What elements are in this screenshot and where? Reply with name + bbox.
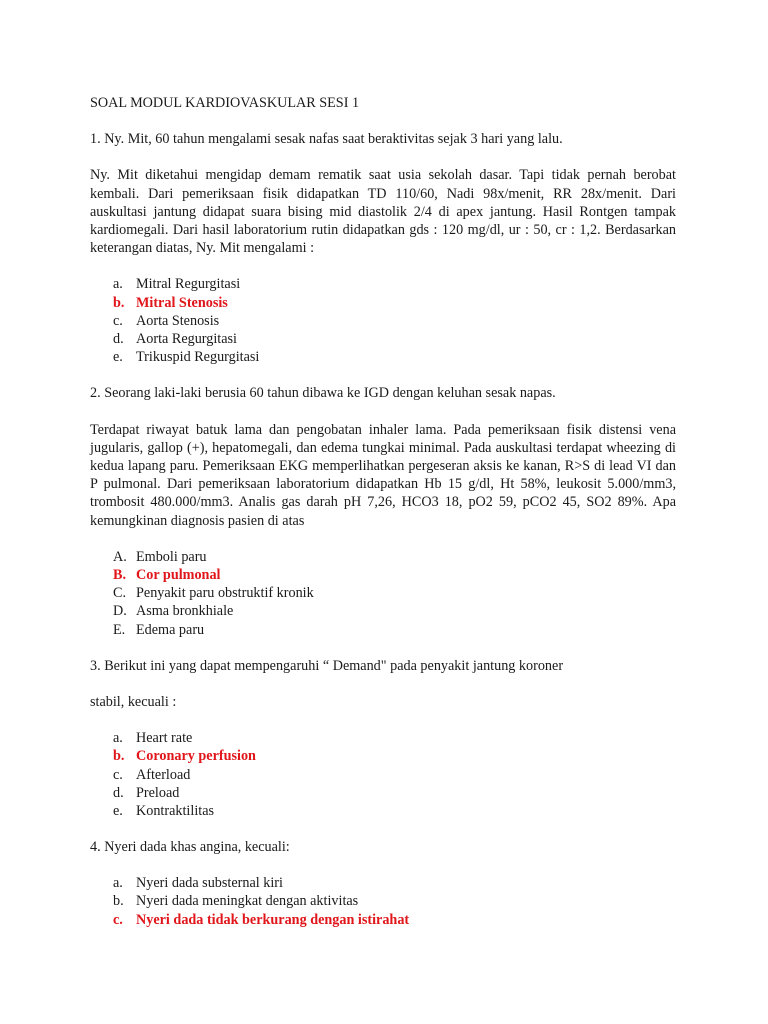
option-text: Emboli paru: [136, 548, 207, 565]
document-page: [90, 94, 676, 947]
option-text: Nyeri dada substernal kiri: [136, 875, 283, 892]
option-letter: C.: [113, 585, 127, 602]
answer-option: [90, 784, 676, 802]
document-title: SOAL MODUL KARDIOVASKULAR SESI 1: [90, 95, 360, 111]
option-text: Preload: [136, 784, 180, 801]
option-text: Nyeri dada tidak berkurang dengan istirahat: [136, 911, 410, 928]
option-letter: b.: [113, 748, 125, 765]
answer-option: [90, 330, 676, 348]
option-letter: D.: [113, 603, 127, 620]
option-text: Edema paru: [136, 621, 205, 638]
option-letter: a.: [113, 730, 123, 747]
answer-option-correct: [90, 747, 676, 765]
answer-option: [90, 729, 676, 747]
option-letter: e.: [113, 802, 123, 819]
answer-option-correct: [90, 566, 676, 584]
answer-option: [90, 548, 676, 566]
option-text: Heart rate: [136, 730, 193, 747]
option-letter: b.: [113, 294, 125, 311]
option-letter: d.: [113, 784, 124, 801]
question-paragraph: Ny. Mit diketahui mengidap demam rematik saat usia sekolah dasar. Tapi tidak pernah berobat kembali. Dari pemeriksaan fisik didapatkan TD 110/60, Nadi 98x/menit, RR 28x/menit. Dari auskultasi jantung didapat suara bising mid diastolik 2/4 di apex jantung. Hasil Rontgen tampak kardiomegali. Dari hasil laboratorium rutin didapatkan gds : 120 mg/dl, ur : 50, cr : 1,2. Berdasarkan keterangan diatas, Ny. Mit mengalami :: [90, 167, 676, 257]
option-letter: c.: [113, 911, 123, 928]
question-paragraph: Terdapat riwayat batuk lama dan pengobatan inhaler lama. Pada pemeriksaan fisik distensi vena jugularis, gallop (+), hepatomegali, dan edema tungkai minimal. Pada auskultasi terdapat wheezing di kedua lapang paru. Pemeriksaan EKG memperlihatkan pergeseran aksis ke kanan, R>S di lead VI dan P pulmonal. Dari pemeriksaan laboratorium didapatkan Hb 15 g/dl, Ht 58%, leukosit 5.000/mm3, trombosit 480.000/mm3. Analis gas darah pH 7,26, HCO3 18, pO2 59, pCO2 45, SO2 89%. Apa kemungkinan diagnosis pasien di atas: [90, 421, 676, 529]
option-text: Asma bronkhiale: [136, 603, 234, 620]
question-1: [90, 130, 676, 366]
option-text: Nyeri dada meningkat dengan aktivitas: [136, 893, 359, 910]
answer-options: [90, 275, 676, 366]
option-text: Aorta Stenosis: [136, 312, 220, 329]
answer-options: [90, 548, 676, 639]
answer-option: [90, 874, 676, 892]
option-text: Mitral Regurgitasi: [136, 276, 241, 293]
answer-option: [90, 621, 676, 639]
answer-option: [90, 275, 676, 293]
answer-option-correct: [90, 911, 676, 929]
option-letter: E.: [113, 621, 126, 638]
answer-option: [90, 602, 676, 620]
option-text: Kontraktilitas: [136, 802, 215, 819]
option-letter: b.: [113, 893, 124, 910]
option-text: Trikuspid Regurgitasi: [136, 349, 260, 366]
option-letter: a.: [113, 875, 123, 892]
option-letter: d.: [113, 330, 124, 347]
question-2: [90, 384, 676, 638]
answer-options: [90, 874, 676, 929]
question-4: [90, 838, 676, 929]
option-letter: c.: [113, 766, 123, 783]
answer-options: [90, 729, 676, 820]
option-text: Mitral Stenosis: [136, 294, 228, 311]
question-stem: 4. Nyeri dada khas angina, kecuali:: [90, 839, 290, 856]
question-3: [90, 657, 676, 820]
answer-option: [90, 802, 676, 820]
answer-option: [90, 584, 676, 602]
answer-option: [90, 766, 676, 784]
question-stem: 3. Berikut ini yang dapat mempengaruhi “ Demand" pada penyakit jantung koroner: [90, 657, 564, 674]
option-text: Afterload: [136, 766, 191, 783]
option-letter: A.: [113, 548, 127, 565]
option-text: Coronary perfusion: [136, 748, 256, 765]
option-text: Aorta Regurgitasi: [136, 330, 238, 347]
question-stem: 1. Ny. Mit, 60 tahun mengalami sesak nafas saat beraktivitas sejak 3 hari yang lalu.: [90, 131, 563, 148]
answer-option: [90, 348, 676, 366]
option-letter: a.: [113, 276, 123, 293]
option-letter: c.: [113, 312, 123, 329]
answer-option-correct: [90, 294, 676, 312]
option-text: Penyakit paru obstruktif kronik: [136, 585, 314, 602]
answer-option: [90, 892, 676, 910]
option-text: Cor pulmonal: [136, 566, 221, 583]
option-letter: e.: [113, 349, 123, 366]
question-stem: 2. Seorang laki-laki berusia 60 tahun dibawa ke IGD dengan keluhan sesak napas.: [90, 385, 556, 402]
answer-option: [90, 312, 676, 330]
question-paragraph: stabil, kecuali :: [90, 693, 177, 710]
option-letter: B.: [113, 566, 127, 583]
